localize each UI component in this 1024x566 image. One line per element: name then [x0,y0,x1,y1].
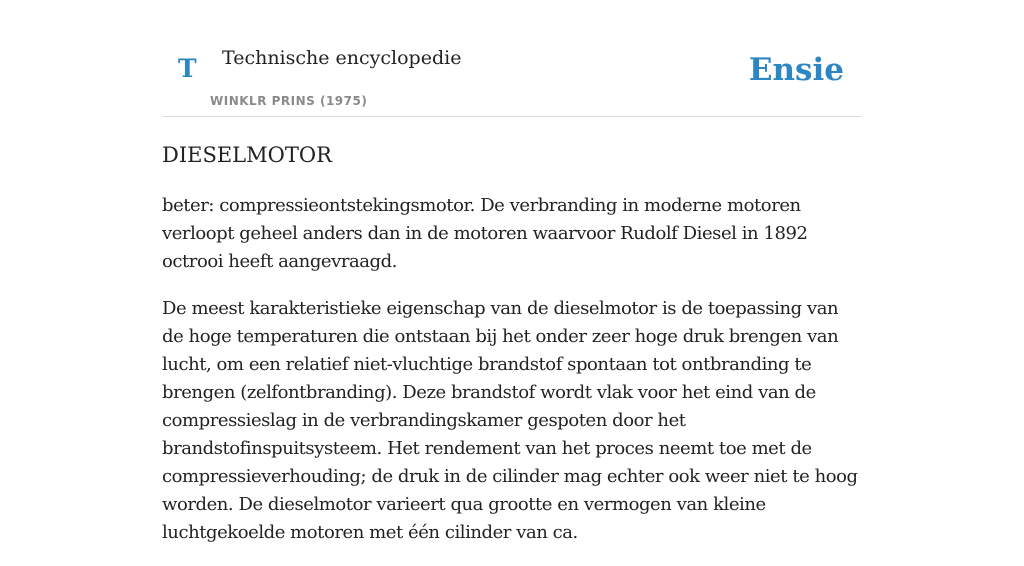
brand-logo-link[interactable]: Ensie [748,52,844,88]
article-title: DIESELMOTOR [162,143,332,167]
header [162,0,862,117]
article-paragraph: beter: compressieontstekingsmotor. De verbranding in moderne motoren verloopt geheel anders dan in de motoren waarvoor Rudolf Diesel in 1892 octrooi heeft aangevraagd. [162,195,808,272]
article-body [162,192,862,566]
article-paragraph: De meest karakteristieke eigenschap van de dieselmotor is de toepassing van de hoge temperaturen die ontstaan bij het onder zeer hoge druk brengen van lucht, om een relatief niet-vluchtige brandstof spontaan tot ontbranding te brengen (zelfontbranding). Deze brandstof wordt vlak voor het eind van de compressieslag in de verbrandingskamer gespoten door het brandstofinspuitsysteem. Het rendement van het proces neemt toe met de compressieverhouding; de druk in de cilinder mag echter ook weer niet te hoog worden. De dieselmotor varieert qua grootte en vermogen van kleine luchtgekoelde motoren met één cilinder van ca. [162,298,858,543]
source-title: Technische encyclopedie [222,47,462,69]
source-logo-icon: T [178,54,197,83]
source-subtitle: WINKLR PRINS (1975) [210,94,368,108]
